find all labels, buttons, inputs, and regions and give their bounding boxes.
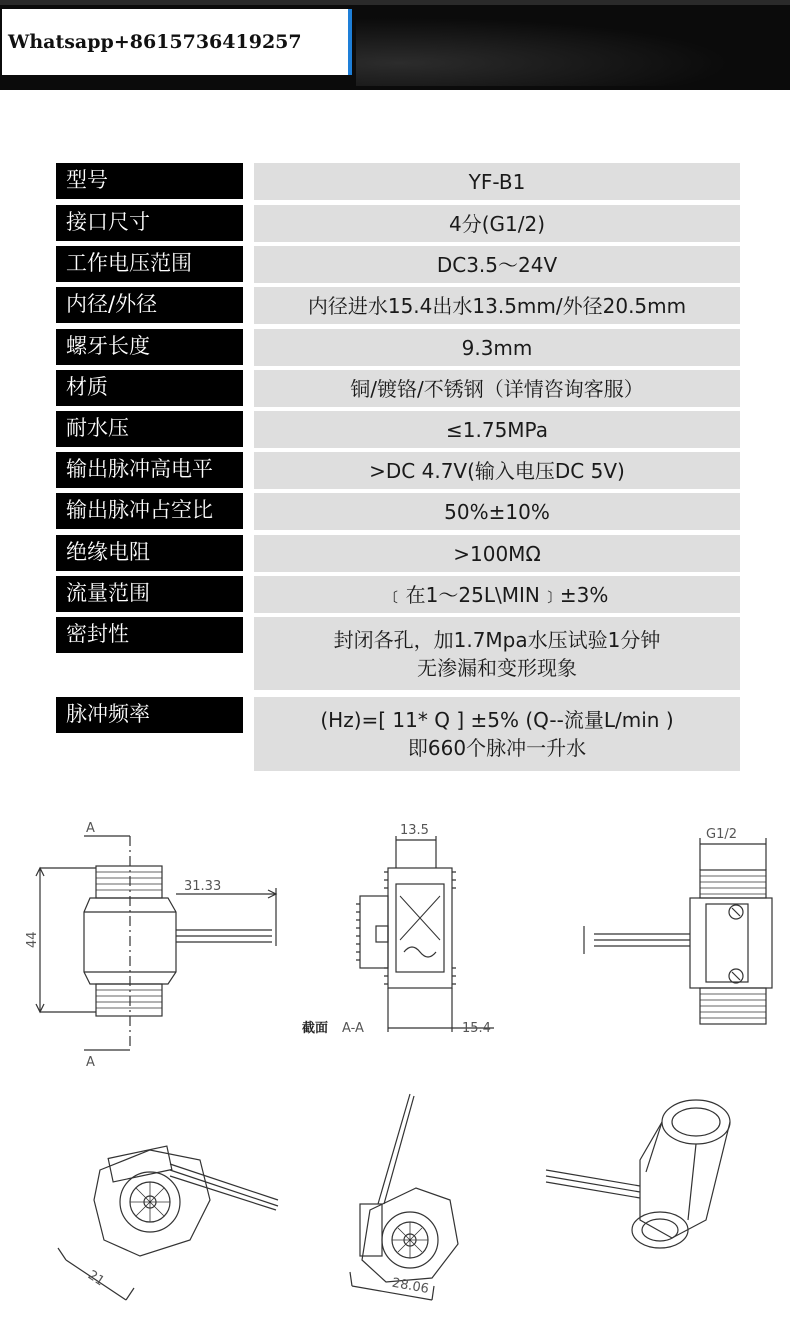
iso-mid-dimension: 28.06	[390, 1275, 430, 1297]
spec-value-line: 铜/镀铬/不锈钢（详情咨询客服）	[350, 376, 644, 401]
spec-row	[56, 411, 740, 448]
thread-dimension: G1/2	[706, 827, 737, 842]
spec-label: 脉冲频率	[56, 697, 243, 733]
spec-row	[56, 617, 740, 690]
spec-label: 流量范围	[56, 576, 243, 612]
spec-value-line: >100MΩ	[453, 541, 541, 566]
section-caption-label: 截面	[302, 1021, 329, 1036]
spec-label: 输出脉冲占空比	[56, 493, 243, 529]
spec-row	[56, 576, 740, 613]
section-view-drawing	[356, 836, 494, 1032]
section-mark-bottom: A	[86, 1055, 95, 1070]
spec-value	[254, 535, 740, 572]
technical-drawings	[0, 800, 790, 1338]
side-view-drawing	[36, 836, 276, 1050]
spec-value-line: 9.3mm	[461, 335, 533, 360]
banner-decoration	[356, 10, 786, 86]
spec-label: 内径/外径	[56, 287, 243, 323]
spec-row	[56, 329, 740, 366]
spec-row	[56, 163, 740, 200]
spec-row	[56, 205, 740, 242]
spec-label: 绝缘电阻	[56, 535, 243, 571]
right-view-drawing	[584, 838, 772, 1024]
spec-value	[254, 163, 740, 200]
spec-value	[254, 411, 740, 448]
spec-value	[254, 452, 740, 489]
spec-value	[254, 205, 740, 242]
spec-value	[254, 493, 740, 530]
spec-row	[56, 493, 740, 530]
spec-row	[56, 535, 740, 572]
spec-value-line: 封闭各孔，加1.7Mpa水压试验1分钟	[333, 627, 661, 652]
spec-value-line: >DC 4.7V(输入电压DC 5V)	[369, 458, 625, 483]
drawing-canvas	[0, 800, 790, 1338]
iso-left-dimension: 21	[84, 1267, 107, 1290]
spec-value	[254, 576, 740, 613]
iso-mid-drawing	[350, 1094, 458, 1300]
spec-value	[254, 370, 740, 407]
top-banner	[0, 0, 790, 90]
spec-label: 螺牙长度	[56, 329, 243, 365]
section-mark-top: A	[86, 821, 95, 836]
spec-value-line: 50%±10%	[444, 499, 550, 524]
spec-label: 型号	[56, 163, 243, 199]
section-caption-name: A-A	[342, 1021, 364, 1036]
spec-value-line: 无渗漏和变形现象	[417, 655, 577, 680]
spec-row	[56, 246, 740, 283]
banner-top-stripe	[0, 0, 790, 5]
spec-value	[254, 329, 740, 366]
spec-value-line: 4分(G1/2)	[448, 211, 545, 236]
spec-label: 密封性	[56, 617, 243, 653]
spec-value-line: 即660个脉冲一升水	[407, 736, 587, 760]
spec-value-line: YF-B1	[468, 169, 526, 194]
spec-label: 接口尺寸	[56, 205, 243, 241]
spec-value-line: (Hz)=[ 11* Q ] ±5% (Q--流量L/min )	[320, 708, 674, 732]
whatsapp-contact: Whatsapp+8615736419257	[2, 9, 352, 75]
spec-row	[56, 697, 740, 771]
spec-label: 工作电压范围	[56, 246, 243, 282]
spec-value	[254, 246, 740, 283]
spec-label: 输出脉冲高电平	[56, 452, 243, 488]
spec-row	[56, 452, 740, 489]
spec-value	[254, 617, 740, 690]
spec-label: 材质	[56, 370, 243, 406]
section-bottom-dimension: 15.4	[462, 1021, 491, 1036]
spec-value-line: ﹝在1～25L\MIN﹞±3%	[385, 582, 609, 607]
spec-row	[56, 370, 740, 407]
spec-row	[56, 287, 740, 324]
spec-value	[254, 287, 740, 324]
spec-label: 耐水压	[56, 411, 243, 447]
height-dimension: 44	[25, 931, 40, 948]
cable-dimension: 31.33	[184, 879, 222, 894]
spec-value-line: 内径进水15.4出水13.5mm/外径20.5mm	[307, 293, 687, 318]
spec-value	[254, 697, 740, 771]
spec-value-line: DC3.5～24V	[436, 252, 558, 277]
spec-value-line: ≤1.75MPa	[446, 417, 548, 442]
section-top-dimension: 13.5	[400, 823, 429, 838]
iso-right-drawing	[546, 1100, 730, 1248]
